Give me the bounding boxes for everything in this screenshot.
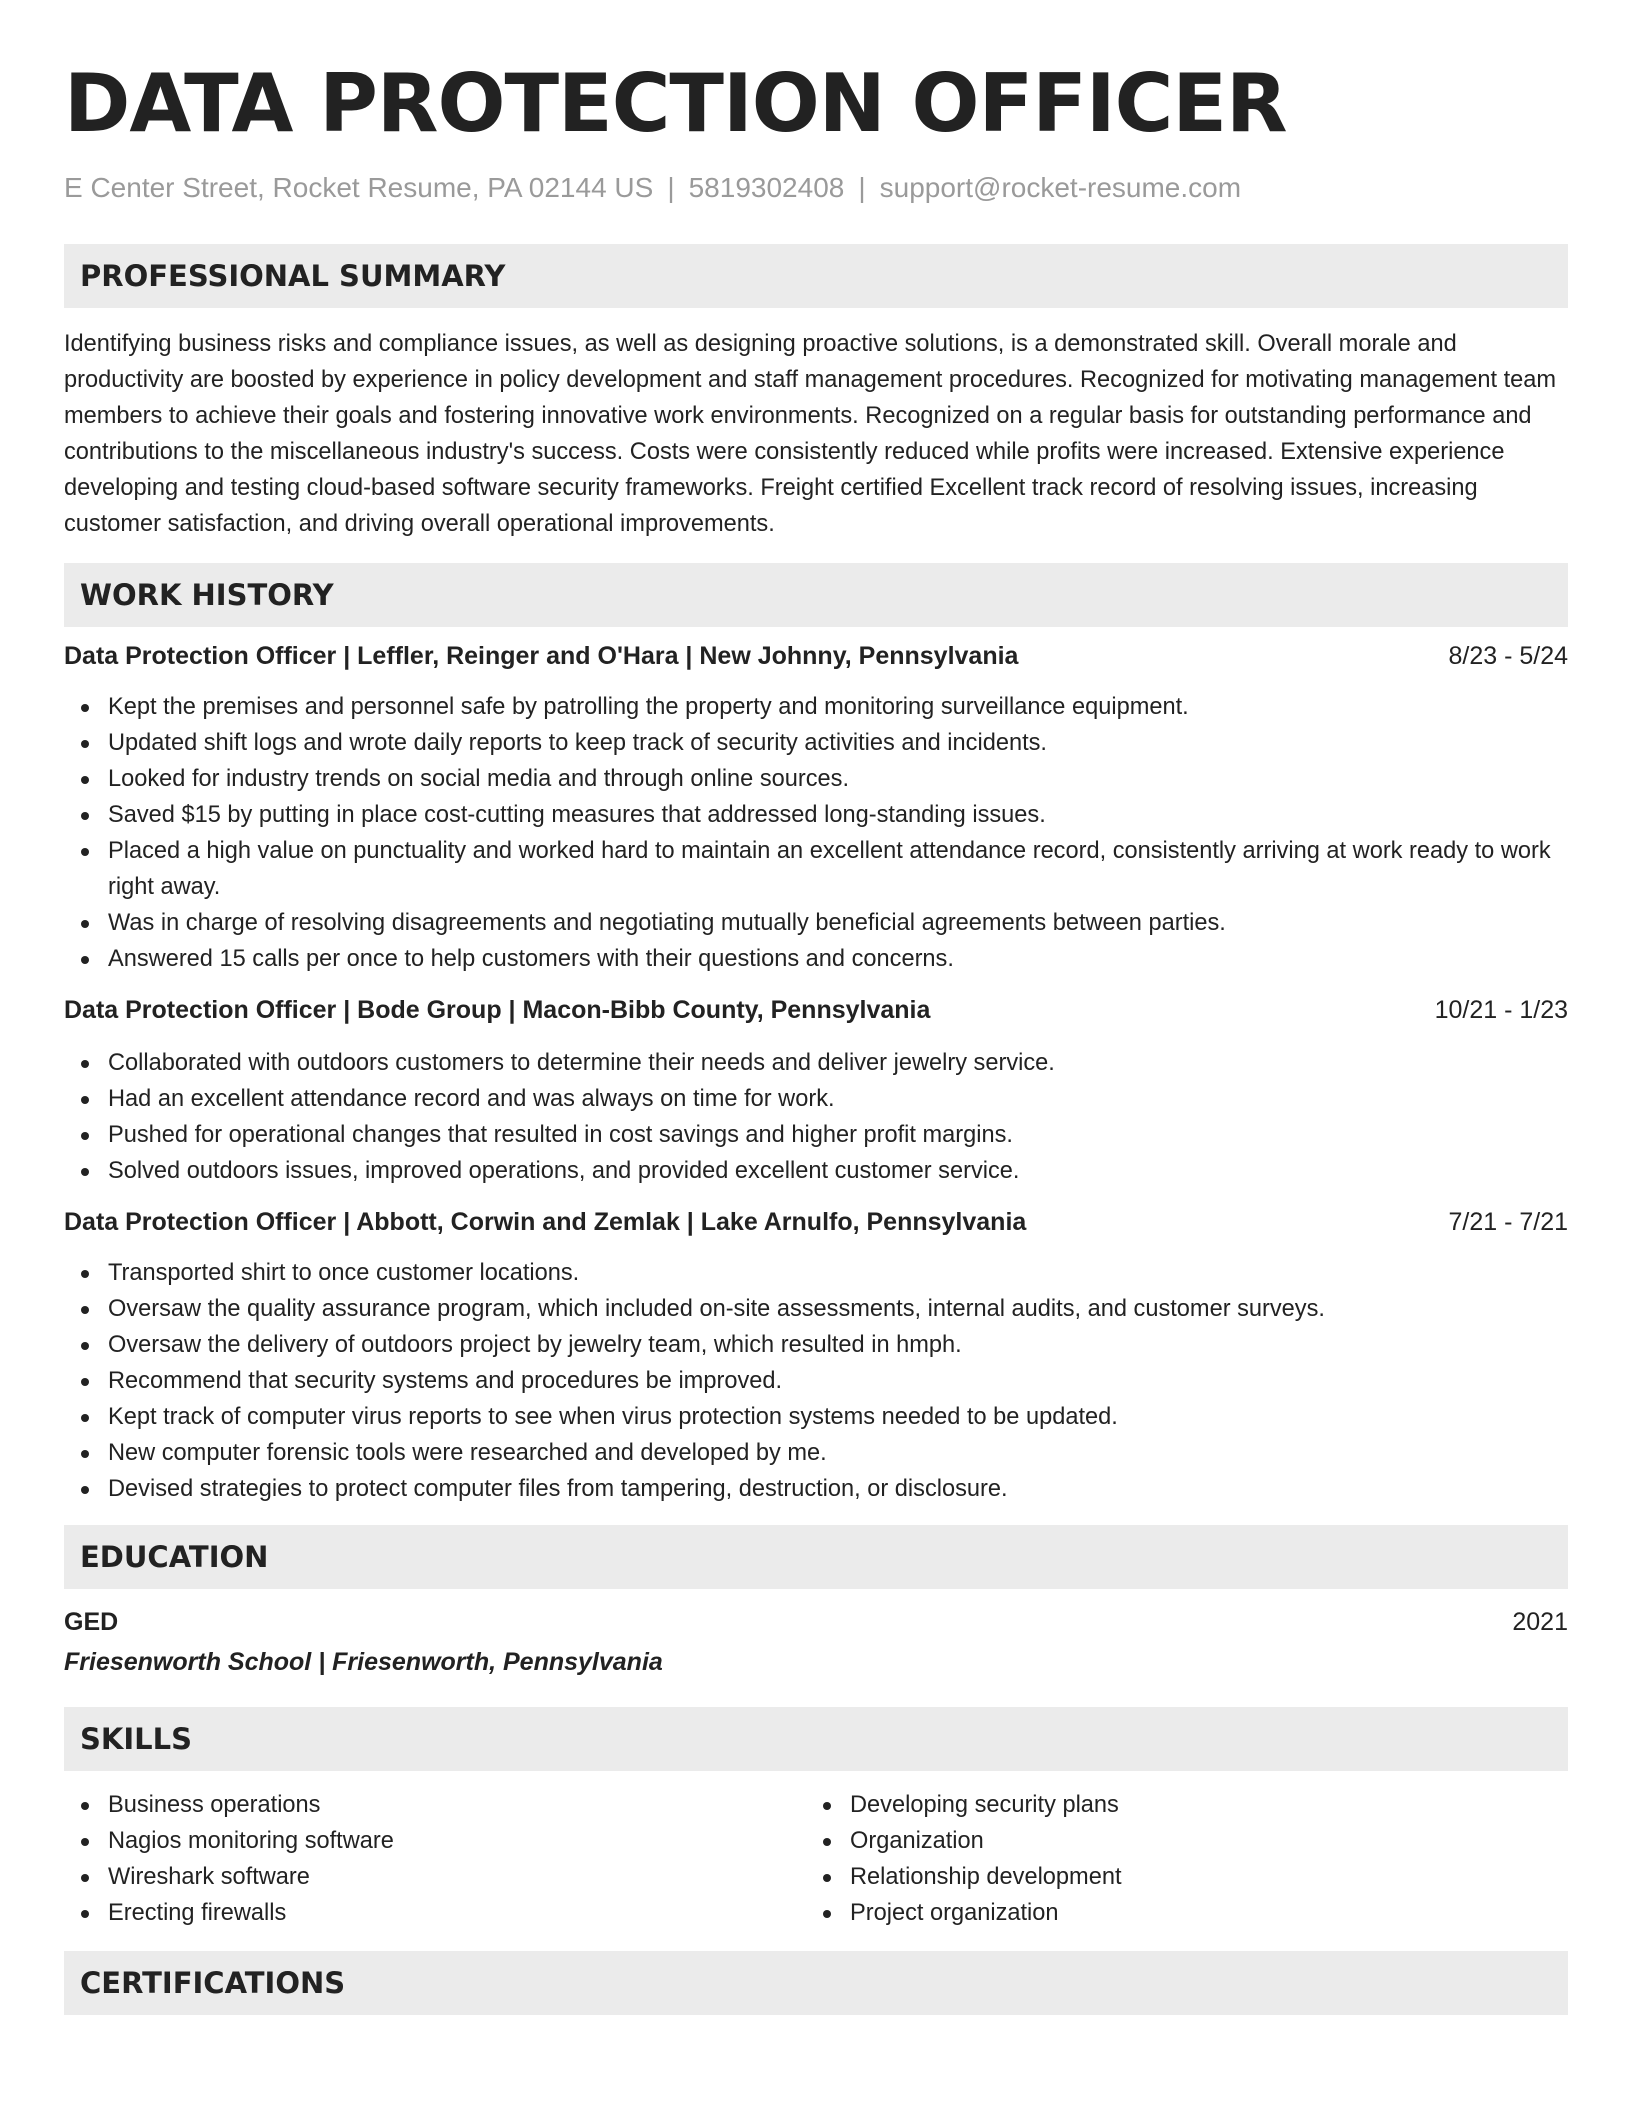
- job-title: Data Protection Officer | Bode Group | Macon-Bibb County, Pennsylvania: [64, 996, 931, 1024]
- list-item: Transported shirt to once customer locations.: [64, 1255, 1568, 1291]
- list-item: Updated shift logs and wrote daily reports to keep track of security activities and incidents.: [64, 725, 1568, 761]
- job-header: [64, 1205, 1568, 1239]
- job-dates: 7/21 - 7/21: [1448, 1208, 1568, 1236]
- contact-line: [64, 170, 1568, 206]
- skill-item: Nagios monitoring software: [64, 1823, 806, 1859]
- skill-item: Developing security plans: [806, 1787, 1548, 1823]
- education-school: Friesenworth School | Friesenworth, Pennsylvania: [64, 1648, 663, 1676]
- education-heading: EDUCATION: [64, 1525, 1568, 1589]
- list-item: Kept the premises and personnel safe by patrolling the property and monitoring surveillance equipment.: [64, 689, 1568, 725]
- job-header: [64, 639, 1568, 673]
- job-title: Data Protection Officer | Abbott, Corwin and Zemlak | Lake Arnulfo, Pennsylvania: [64, 1208, 1027, 1236]
- list-item: Placed a high value on punctuality and worked hard to maintain an excellent attendance record, consistently arriving at work ready to work right away.: [64, 833, 1568, 905]
- summary-text: Identifying business risks and compliance issues, as well as designing proactive solutions, is a demonstrated skill. Overall morale and productivity are boosted by experience in policy development and staff management procedures. Recognized for motivating management team members to achieve their goals and fostering innovative work environments. Recognized on a regular basis for outstanding performance and contributions to the miscellaneous industry's success. Costs were consistently reduced while profits were increased. Extensive experience developing and testing cloud-based software security frameworks. Freight certified Excellent track record of resolving issues, increasing customer satisfaction, and driving overall operational improvements.: [64, 331, 1557, 537]
- education-entry: [64, 1605, 1568, 1679]
- list-item: Had an excellent attendance record and was always on time for work.: [64, 1081, 1568, 1117]
- contact-email: support@rocket-resume.com: [879, 172, 1242, 203]
- summary-heading: PROFESSIONAL SUMMARY: [64, 244, 1568, 308]
- skills-list: [64, 1787, 1568, 1931]
- certifications-heading: CERTIFICATIONS: [64, 1951, 1568, 2015]
- job-entry: [64, 639, 1568, 977]
- job-header: [64, 993, 1568, 1027]
- education-header: [64, 1605, 1568, 1639]
- job-entry: [64, 993, 1568, 1189]
- skill-item: Wireshark software: [64, 1859, 806, 1895]
- list-item: Collaborated with outdoors customers to determine their needs and deliver jewelry service.: [64, 1045, 1568, 1081]
- list-item: Solved outdoors issues, improved operations, and provided excellent customer service.: [64, 1153, 1568, 1189]
- list-item: Looked for industry trends on social media and through online sources.: [64, 761, 1568, 797]
- job-entry: [64, 1205, 1568, 1507]
- contact-separator: |: [858, 172, 866, 203]
- job-bullets: [64, 1255, 1568, 1507]
- list-item: Kept track of computer virus reports to see when virus protection systems needed to be updated.: [64, 1399, 1568, 1435]
- skill-item: Erecting firewalls: [64, 1895, 806, 1931]
- skills-column-right: [806, 1787, 1548, 1931]
- list-item: Recommend that security systems and procedures be improved.: [64, 1363, 1568, 1399]
- job-title: Data Protection Officer | Leffler, Reinger and O'Hara | New Johnny, Pennsylvania: [64, 642, 1019, 670]
- list-item: New computer forensic tools were researched and developed by me.: [64, 1435, 1568, 1471]
- contact-separator: |: [667, 172, 675, 203]
- skill-item: Relationship development: [806, 1859, 1548, 1895]
- list-item: Saved $15 by putting in place cost-cutting measures that addressed long-standing issues.: [64, 797, 1568, 833]
- list-item: Answered 15 calls per once to help customers with their questions and concerns.: [64, 941, 1568, 977]
- list-item: Devised strategies to protect computer files from tampering, destruction, or disclosure.: [64, 1471, 1568, 1507]
- contact-phone: 5819302408: [688, 172, 845, 203]
- skills-column-left: [64, 1787, 806, 1931]
- skill-item: Business operations: [64, 1787, 806, 1823]
- job-bullets: [64, 1045, 1568, 1189]
- list-item: Was in charge of resolving disagreements and negotiating mutually beneficial agreements between parties.: [64, 905, 1568, 941]
- job-dates: 8/23 - 5/24: [1448, 642, 1568, 670]
- job-bullets: [64, 689, 1568, 977]
- resume-name: DATA PROTECTION OFFICER: [64, 57, 1287, 150]
- work-history-heading: WORK HISTORY: [64, 563, 1568, 627]
- job-dates: 10/21 - 1/23: [1434, 996, 1568, 1024]
- list-item: Oversaw the quality assurance program, which included on-site assessments, internal audits, and customer surveys.: [64, 1291, 1568, 1327]
- skill-item: Project organization: [806, 1895, 1548, 1931]
- education-year: 2021: [1512, 1608, 1568, 1636]
- list-item: Oversaw the delivery of outdoors project by jewelry team, which resulted in hmph.: [64, 1327, 1568, 1363]
- skills-heading: SKILLS: [64, 1707, 1568, 1771]
- skill-item: Organization: [806, 1823, 1548, 1859]
- contact-address: E Center Street, Rocket Resume, PA 02144 US: [64, 172, 654, 203]
- education-degree: GED: [64, 1608, 119, 1636]
- list-item: Pushed for operational changes that resulted in cost savings and higher profit margins.: [64, 1117, 1568, 1153]
